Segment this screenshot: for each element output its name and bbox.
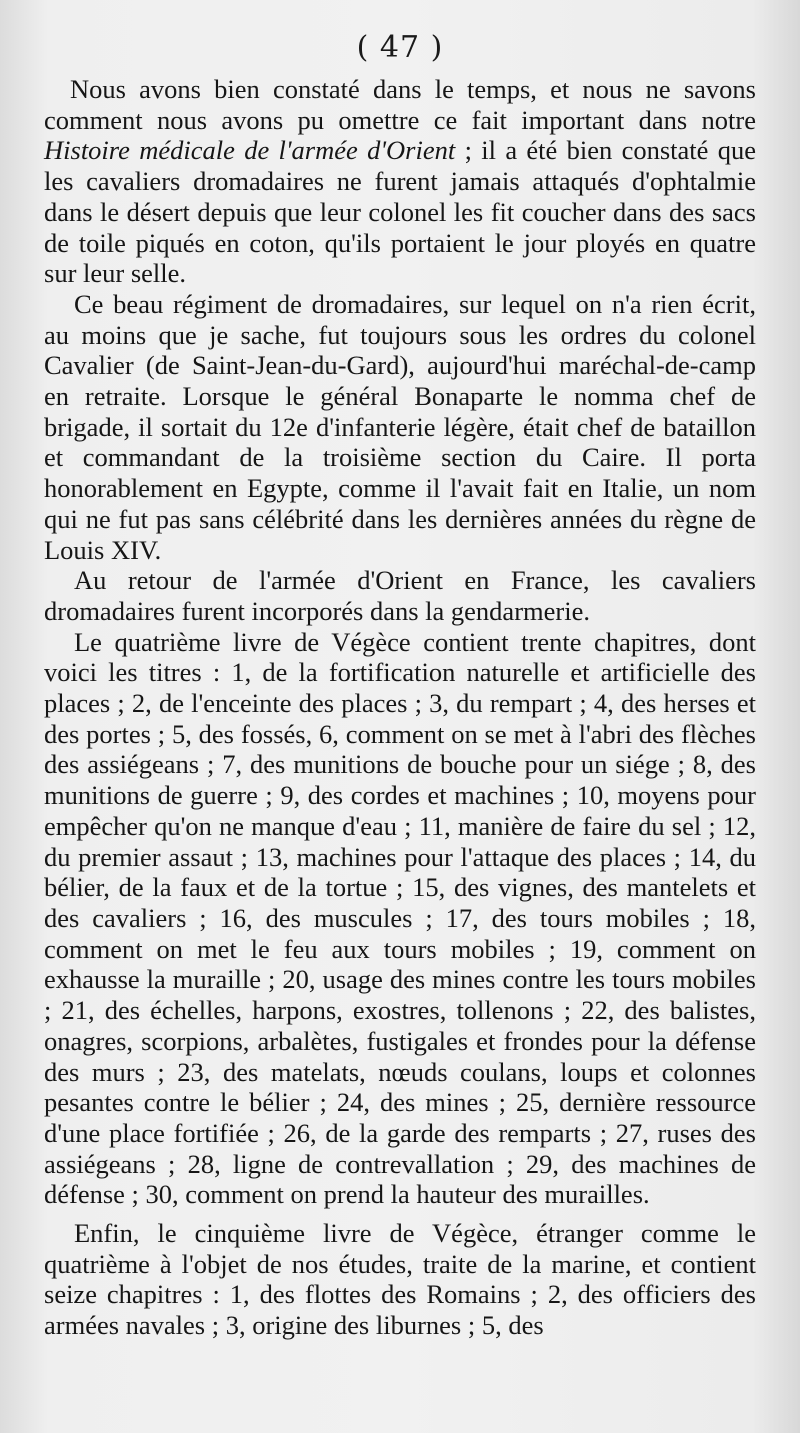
paragraph-vegece-book-four: Le quatrième livre de Végèce contient trente chapitres, dont voici les titres : 1, de la fortification naturelle et artificielle des places ; 2, de l'enceinte des places ; 3, du rempart ; 4, des herses et des portes ; 5, des fossés, 6, comment on se met à l'abri des flèches des assiégeans ; 7, des munitions de bouche pour un siége ; 8, des munitions de guerre ; 9, des cordes et machines ; 10, moyens pour empêcher qu'on ne manque d'eau ; 11, manière de faire du sel ; 12, du premier assaut ; 13, machines pour l'attaque des places ; 14, du bélier, de la faux et de la tortue ; 15, des vignes, des mantelets et des cavaliers ; 16, des muscules ; 17, des tours mobiles ; 18, comment on met le feu aux tours mobiles ; 19, comment on exhausse la muraille ; 20, usage des mines contre les tours mobiles ; 21, des échelles, harpons, exostres, tollenons ; 22, des balistes, onagres, scorpions, arbalètes, fustigales et frondes pour la défense des murs ; 23, des matelats, nœuds coulans, loups et colonnes pesantes contre le bélier ; 24, des mines ; 25, dernière ressource d'une place fortifiée ; 26, de la garde des remparts ; 27, ruses des assiégeans ; 28, ligne de contrevallation ; 29, des machines de défense ; 30, comment on prend la hauteur des murailles. [44,626,756,1210]
page-body [44,74,756,1341]
paragraph-text: ; il a été bien constaté que les cavaliers dromadaires ne furent jamais attaqués d'ophtalmie dans le désert depuis que leur colonel les fit coucher dans des sacs de toile piqués en coton, qu'ils portaient le jour ployés en quatre sur leur selle. [44,135,756,289]
paragraph-return-from-orient: Au retour de l'armée d'Orient en France, les cavaliers dromadaires furent incorporés dans la gendarmerie. [44,565,756,626]
paragraph-text: Nous avons bien constaté dans le temps, et nous ne savons comment nous avons pu omettre ce fait important dans notre [44,74,756,135]
page-number: ( 47 ) [356,30,444,65]
paragraph-vegece-book-five: Enfin, le cinquième livre de Végèce, étranger comme le quatrième à l'objet de nos études, traite de la marine, et contient seize chapitres : 1, des flottes des Romains ; 2, des officiers des armées navales ; 3, origine des liburnes ; 5, des [44,1218,756,1341]
paragraph-dromedary-ophthalmia [44,74,756,289]
paragraph-dromedary-regiment: Ce beau régiment de dromadaires, sur lequel on n'a rien écrit, au moins que je sache, fut toujours sous les ordres du colonel Cavalier (de Saint-Jean-du-Gard), aujourd'hui maréchal-de-camp en retraite. Lorsque le général Bonaparte le nomma chef de brigade, il sortait du 12e d'infanterie légère, était chef de bataillon et commandant de la troisième section du Caire. Il porta honorablement en Egypte, comme il l'avait fait en Italie, un nom qui ne fut pas sans célébrité dans les dernières années du règne de Louis XIV. [44,288,756,565]
book-title-italic: Histoire médicale de l'armée d'Orient [44,135,456,166]
